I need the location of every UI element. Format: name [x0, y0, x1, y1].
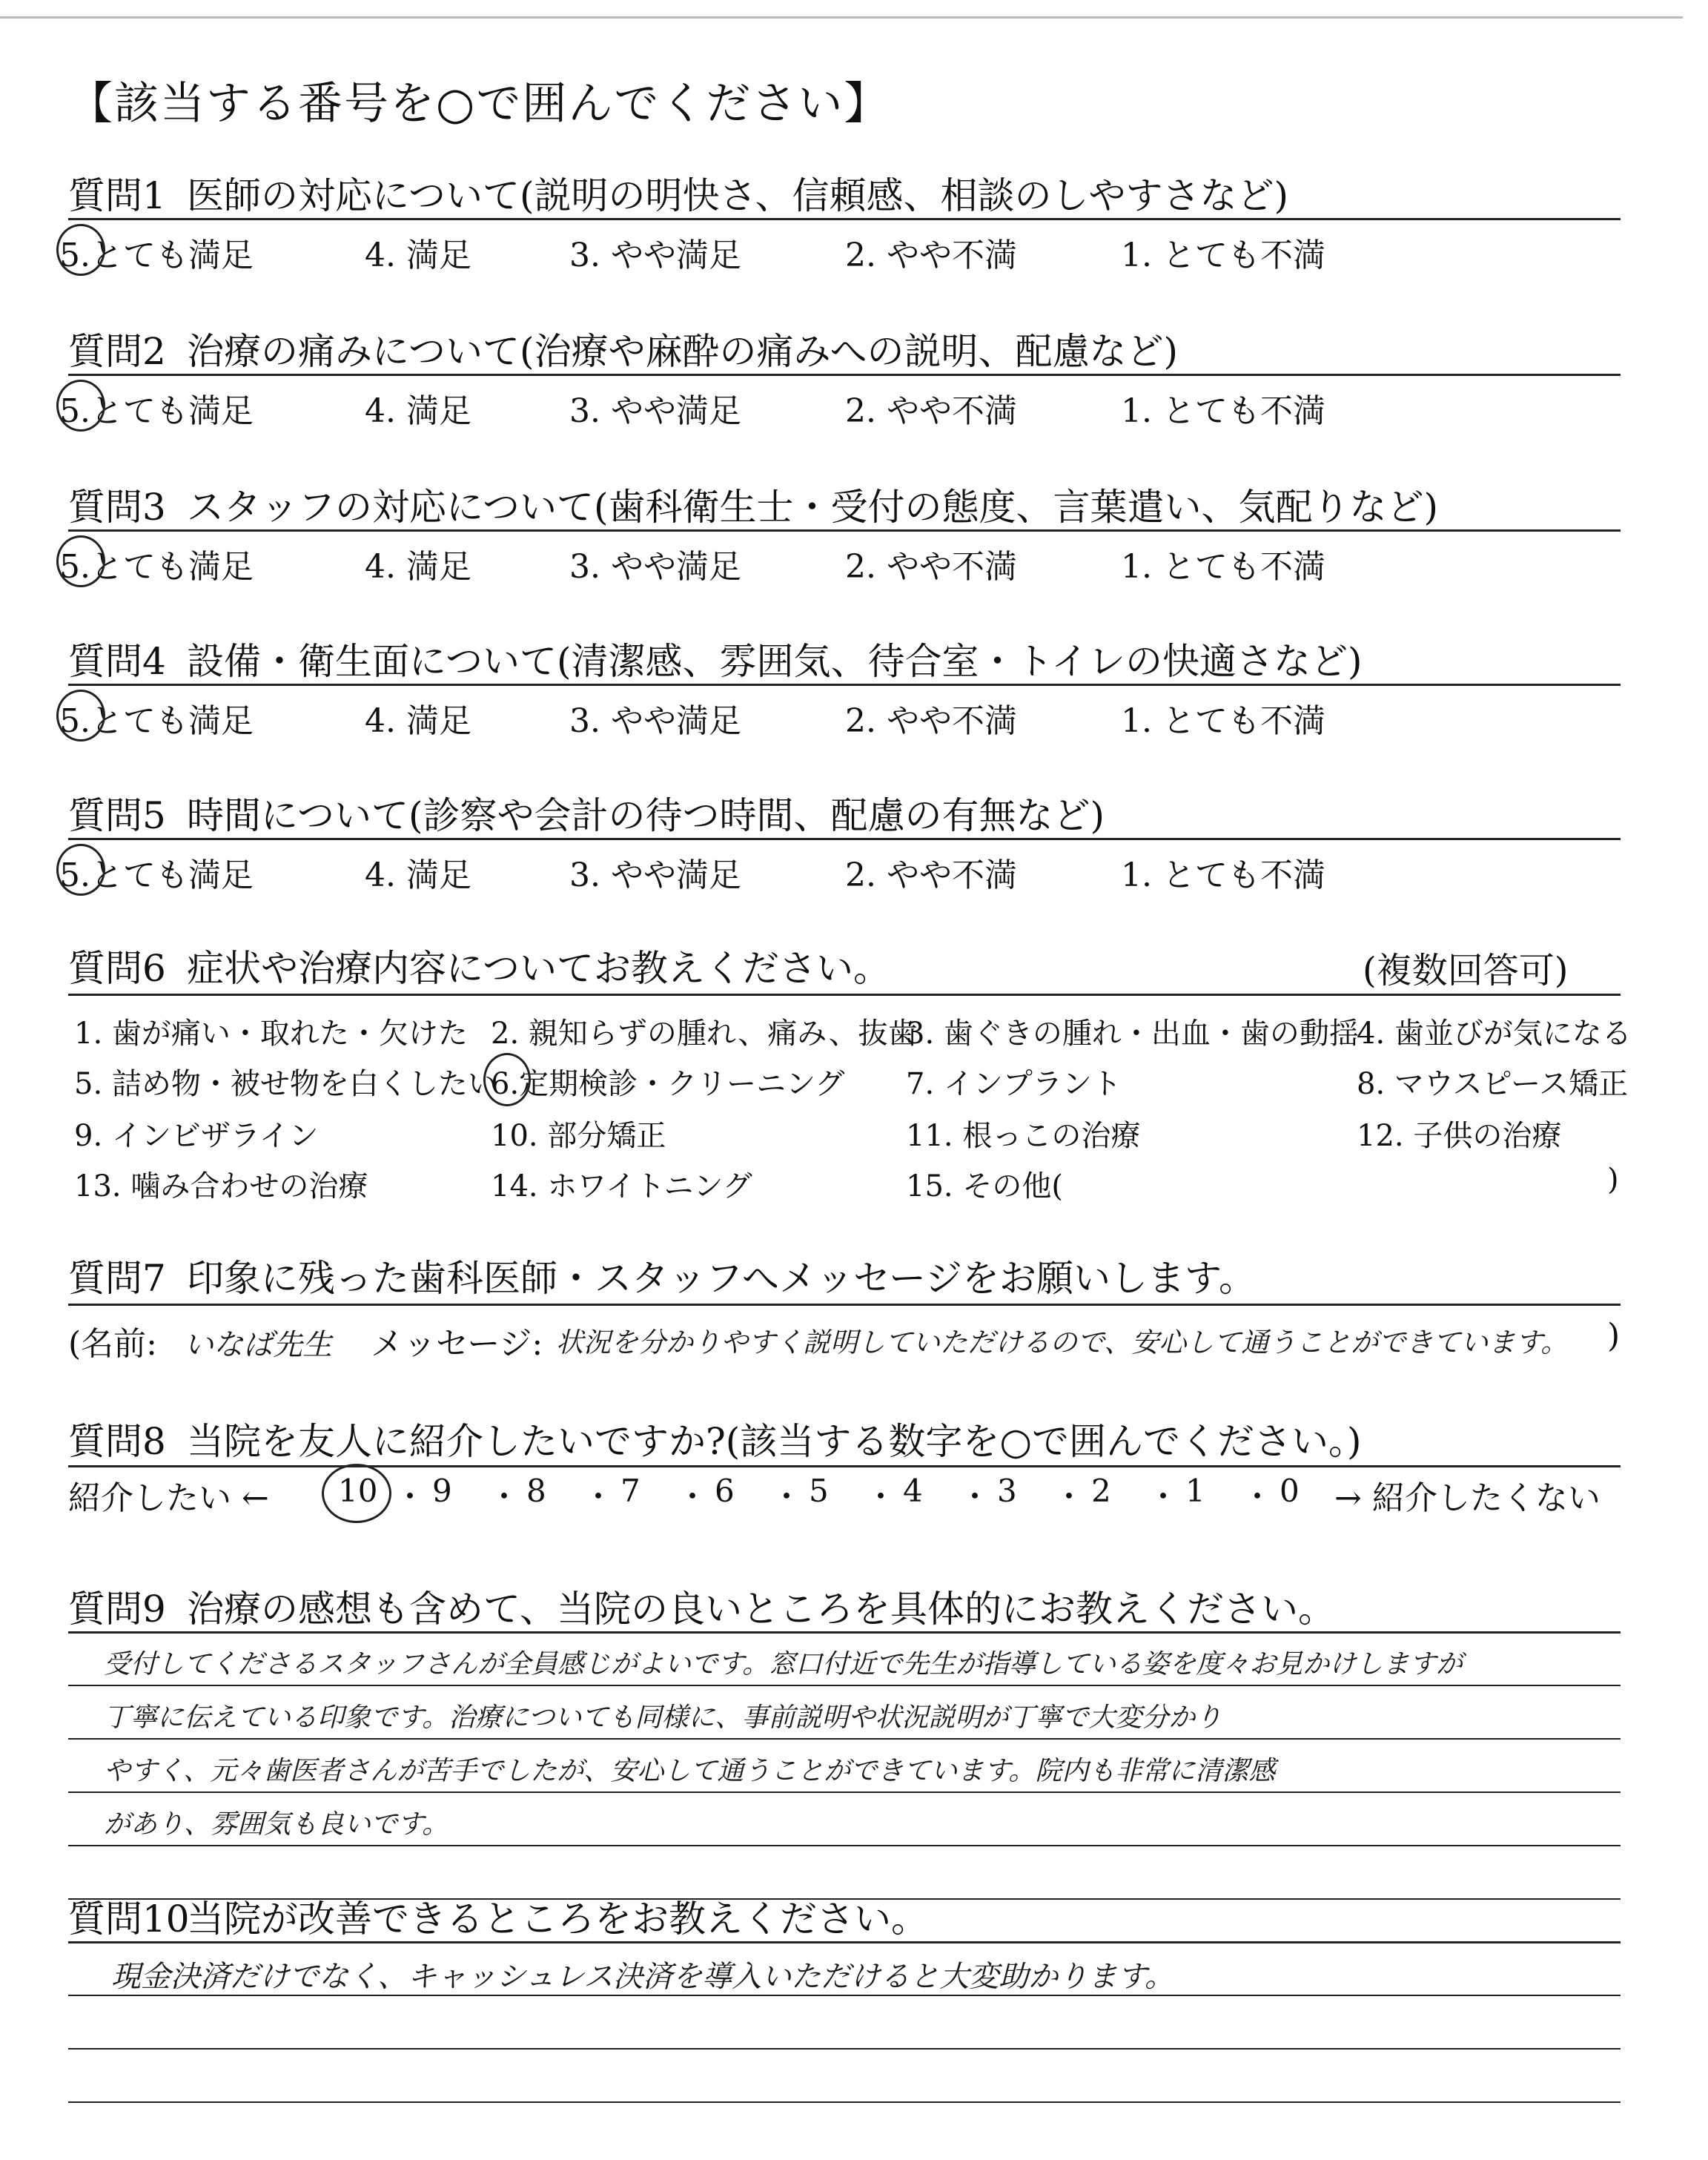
- q6-option[interactable]: 1. 歯が痛い・取れた・欠けた: [74, 1017, 468, 1051]
- question-number: 質問2: [68, 330, 166, 373]
- q8-scale-value[interactable]: 8: [526, 1473, 546, 1509]
- q6-option[interactable]: 9. インビザライン: [74, 1119, 319, 1153]
- q6-heading: [68, 939, 890, 992]
- q6-option[interactable]: 15. その他(: [906, 1169, 1063, 1203]
- question-5-option-1[interactable]: 1. とても不満: [1121, 856, 1325, 894]
- question-1-option-3[interactable]: 3. やや満足: [569, 237, 741, 274]
- question-5-heading: [68, 786, 1105, 839]
- q6-option[interactable]: 6.定期検診・クリーニング: [491, 1067, 845, 1101]
- q7-text: 印象に残った歯科医師・スタッフへメッセージをお願いします。: [187, 1257, 1256, 1300]
- question-text: 設備・衛生面について(清潔感、雰囲気、待合室・トイレの快適さなど): [187, 640, 1363, 683]
- q6-option[interactable]: 8. マウスピース矯正: [1357, 1067, 1629, 1101]
- question-text: 時間について(診察や会計の待つ時間、配慮の有無など): [187, 794, 1105, 837]
- question-2-option-5[interactable]: 5.とても満足: [59, 392, 254, 430]
- q10-heading: [68, 1889, 928, 1943]
- answer-line: [68, 2101, 1621, 2103]
- question-1-option-2[interactable]: 2. やや不満: [845, 237, 1017, 274]
- question-3-option-2[interactable]: 2. やや不満: [845, 548, 1017, 586]
- q10-text: 当院が改善できるところをお教えください。: [187, 1898, 928, 1941]
- q9-answer-line[interactable]: 丁寧に伝えている印象です。治療についても同様に、事前説明や状況説明が丁寧で大変分かり: [104, 1702, 1222, 1733]
- q8-left-label: 紹介したい ←: [68, 1479, 269, 1517]
- q7-name-label: (名前:: [68, 1325, 157, 1363]
- q9-number: 質問9: [68, 1588, 166, 1631]
- q6-rule: [68, 994, 1621, 996]
- question-4-option-5[interactable]: 5.とても満足: [59, 702, 254, 740]
- question-rule: [68, 374, 1621, 376]
- question-5-option-4[interactable]: 4. 満足: [365, 856, 471, 894]
- q7-rule: [68, 1304, 1621, 1306]
- q8-separator: ・: [489, 1479, 520, 1515]
- q6-number: 質問6: [68, 947, 166, 990]
- question-rule: [68, 529, 1621, 532]
- question-5-option-3[interactable]: 3. やや満足: [569, 856, 741, 894]
- selection-circle: [56, 690, 105, 742]
- q8-scale-value[interactable]: 0: [1280, 1473, 1300, 1509]
- answer-line: [68, 1845, 1621, 1846]
- question-1-option-4[interactable]: 4. 満足: [365, 237, 471, 274]
- q9-rule: [68, 1631, 1621, 1634]
- question-4-option-2[interactable]: 2. やや不満: [845, 702, 1017, 740]
- question-number: 質問4: [68, 640, 166, 683]
- q9-text: 治療の感想も含めて、当院の良いところを具体的にお教えください。: [187, 1588, 1335, 1631]
- question-4-option-4[interactable]: 4. 満足: [365, 702, 471, 740]
- q8-number: 質問8: [68, 1420, 166, 1463]
- selection-circle: [322, 1464, 391, 1523]
- question-3-option-5[interactable]: 5.とても満足: [59, 548, 254, 586]
- question-4-option-3[interactable]: 3. やや満足: [569, 702, 741, 740]
- question-4-heading: [68, 632, 1363, 685]
- q6-option[interactable]: 14. ホワイトニング: [491, 1169, 752, 1203]
- question-1-option-5[interactable]: 5.とても満足: [59, 237, 254, 274]
- answer-line: [68, 1685, 1621, 1686]
- scan-top-edge: [0, 16, 1683, 19]
- q9-answer-line[interactable]: やすく、元々歯医者さんが苦手でしたが、安心して通うことができています。院内も非常に清潔感: [104, 1756, 1276, 1786]
- selection-circle: [56, 224, 105, 276]
- question-3-heading: [68, 478, 1438, 531]
- q6-option[interactable]: 7. インプラント: [906, 1067, 1122, 1101]
- q8-rule: [68, 1465, 1621, 1467]
- question-1-heading: [68, 166, 1288, 219]
- selection-circle: [56, 844, 105, 896]
- q6-option[interactable]: 12. 子供の治療: [1357, 1119, 1562, 1153]
- q8-separator: ・: [865, 1479, 897, 1515]
- q6-option: ): [1607, 1163, 1619, 1197]
- question-2-option-2[interactable]: 2. やや不満: [845, 392, 1017, 430]
- question-2-option-1[interactable]: 1. とても不満: [1121, 392, 1325, 430]
- answer-line: [68, 2048, 1621, 2050]
- q8-scale-value[interactable]: 2: [1091, 1473, 1111, 1509]
- q8-scale-value[interactable]: 9: [432, 1473, 452, 1509]
- q8-scale-value[interactable]: 7: [620, 1473, 640, 1509]
- q10-number: 質問10: [68, 1898, 190, 1941]
- q9-answer-line[interactable]: があり、雰囲気も良いです。: [104, 1809, 449, 1840]
- question-text: 医師の対応について(説明の明快さ、信頼感、相談のしやすさなど): [187, 174, 1289, 217]
- q8-separator: ・: [1242, 1479, 1274, 1515]
- question-4-option-1[interactable]: 1. とても不満: [1121, 702, 1325, 740]
- q6-option[interactable]: 11. 根っこの治療: [906, 1119, 1141, 1153]
- question-2-heading: [68, 322, 1178, 375]
- q6-option[interactable]: 5. 詰め物・被せ物を白くしたい: [74, 1067, 497, 1101]
- q7-message-label: メッセージ:: [371, 1325, 543, 1363]
- question-text: 治療の痛みについて(治療や麻酔の痛みへの説明、配慮など): [187, 330, 1179, 373]
- q7-close-paren: ): [1607, 1317, 1621, 1355]
- q8-separator: ・: [959, 1479, 991, 1515]
- q6-option[interactable]: 2. 親知らずの腫れ、痛み、抜歯: [491, 1017, 918, 1051]
- selection-circle: [483, 1053, 531, 1106]
- q6-text: 症状や治療内容についてお教えください。: [187, 947, 890, 990]
- q8-scale-value[interactable]: 6: [715, 1473, 735, 1509]
- question-rule: [68, 218, 1621, 220]
- question-text: スタッフの対応について(歯科衛生士・受付の態度、言葉遣い、気配りなど): [187, 486, 1439, 529]
- question-2-option-4[interactable]: 4. 満足: [365, 392, 471, 430]
- question-5-option-5[interactable]: 5.とても満足: [59, 856, 254, 894]
- q6-option[interactable]: 13. 噛み合わせの治療: [74, 1169, 368, 1203]
- question-1-option-1[interactable]: 1. とても不満: [1121, 237, 1325, 274]
- q9-answer-line[interactable]: 受付してくださるスタッフさんが全員感じがよいです。窓口付近で先生が指導している姿を度々お見かけしますが: [104, 1649, 1463, 1680]
- q8-separator: ・: [771, 1479, 803, 1515]
- question-2-option-3[interactable]: 3. やや満足: [569, 392, 741, 430]
- q9-heading: [68, 1579, 1335, 1633]
- question-3-option-1[interactable]: 1. とても不満: [1121, 548, 1325, 586]
- q7-number: 質問7: [68, 1257, 166, 1300]
- question-5-option-2[interactable]: 2. やや不満: [845, 856, 1017, 894]
- q6-option[interactable]: 10. 部分矯正: [491, 1119, 666, 1153]
- question-number: 質問5: [68, 794, 166, 837]
- q8-scale-value[interactable]: 1: [1185, 1473, 1205, 1509]
- answer-line: [68, 1738, 1621, 1740]
- answer-line: [68, 1791, 1621, 1793]
- q8-separator: ・: [677, 1479, 709, 1515]
- question-rule: [68, 684, 1621, 686]
- q8-scale-value[interactable]: 3: [997, 1473, 1017, 1509]
- q7-heading: [68, 1249, 1256, 1302]
- q8-separator: ・: [1053, 1479, 1085, 1515]
- q6-option[interactable]: 3. 歯ぐきの腫れ・出血・歯の動揺: [906, 1017, 1359, 1051]
- q8-separator: ・: [394, 1479, 426, 1515]
- q7-name-value[interactable]: いなば先生: [184, 1328, 332, 1362]
- q8-scale-value[interactable]: 10: [338, 1473, 378, 1509]
- question-3-option-4[interactable]: 4. 満足: [365, 548, 471, 586]
- q10-answer-line[interactable]: 現金決済だけでなく、キャッシュレス決済を導入いただけると大変助かります。: [111, 1960, 1174, 1994]
- question-3-option-3[interactable]: 3. やや満足: [569, 548, 741, 586]
- form-title: 【該当する番号を○で囲んでください】: [68, 78, 890, 130]
- q8-right-label: → 紹介したくない: [1334, 1479, 1601, 1517]
- q6-option[interactable]: 4. 歯並びが気になる: [1357, 1017, 1632, 1051]
- question-number: 質問3: [68, 486, 166, 529]
- selection-circle: [56, 535, 105, 587]
- question-number: 質問1: [68, 174, 166, 217]
- q8-separator: ・: [583, 1479, 615, 1515]
- q8-scale-value[interactable]: 5: [809, 1473, 829, 1509]
- question-rule: [68, 838, 1621, 840]
- q8-separator: ・: [1148, 1479, 1179, 1515]
- q8-text: 当院を友人に紹介したいですか?(該当する数字を○で囲んでください。): [187, 1420, 1362, 1463]
- q8-scale-value[interactable]: 4: [903, 1473, 923, 1509]
- q10-rule: [68, 1941, 1621, 1943]
- selection-circle: [56, 380, 105, 432]
- q8-heading: [68, 1412, 1361, 1465]
- q7-message-value[interactable]: 状況を分かりやすく説明していただけるので、安心して通うことができています。: [556, 1327, 1569, 1358]
- q6-multiple-answer-note: (複数回答可): [1363, 950, 1569, 991]
